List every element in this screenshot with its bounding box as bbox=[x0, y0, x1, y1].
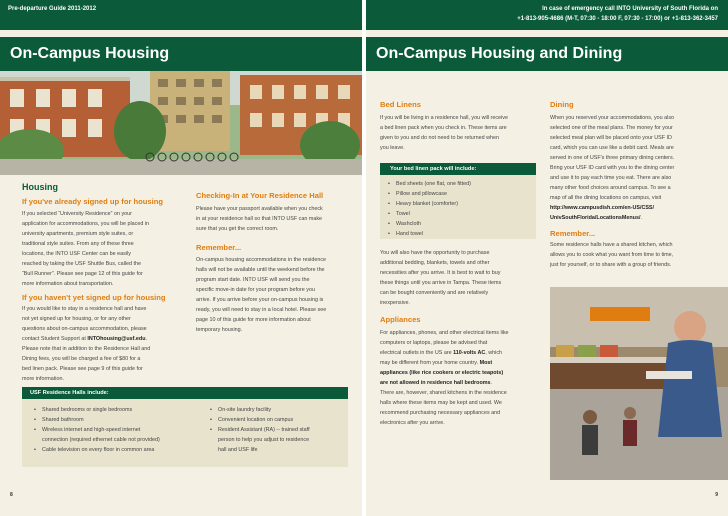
page-title: On-Campus Housing bbox=[10, 45, 170, 62]
housing-panel bbox=[0, 175, 190, 385]
bed-linens-heading: Bed Linens bbox=[380, 100, 421, 109]
text-line: Please have your passport available when you check bbox=[196, 206, 323, 212]
checkin-text bbox=[196, 204, 362, 234]
housing-heading: Housing bbox=[22, 182, 58, 192]
bed-linens-text bbox=[380, 113, 548, 153]
text-line: traditional style suites. From any of these three bbox=[22, 241, 134, 247]
text-line: halls will not be available until the weekend before the bbox=[196, 267, 325, 273]
signed-up-text bbox=[22, 209, 192, 289]
text-line: If you will be living in a residence hall, you will receive bbox=[380, 115, 508, 121]
not-signed-heading: If you haven't yet signed up for housing bbox=[22, 293, 166, 302]
list-item: • Shared bathroom bbox=[26, 415, 202, 425]
may-prefix: may be different from your home country. bbox=[380, 360, 480, 366]
text-line: many other food choices around campus. To see a bbox=[550, 185, 671, 191]
list-item-continued bbox=[202, 445, 348, 455]
list-item: • Resident Assistant (RA) -- trained staff bbox=[202, 425, 348, 435]
text-line: locations, the INTO USF Center can be easily bbox=[22, 251, 131, 257]
text-line: bed linen pack. Please see page 9 of this guide for bbox=[22, 366, 143, 372]
text-line: page 10 of this guide for more information about bbox=[196, 317, 311, 323]
list-item: • Washcloth bbox=[380, 219, 536, 229]
residence-hall-photo bbox=[0, 71, 362, 175]
checkin-heading: Checking-In at Your Residence Hall bbox=[196, 191, 324, 200]
text-line: Dining fees, you will be charged a fee of $80 for a bbox=[22, 356, 141, 362]
list-item-text: hall and USF life bbox=[218, 447, 258, 453]
halls-list-1 bbox=[26, 405, 202, 455]
list-item: • Convenient location on campus bbox=[202, 415, 348, 425]
list-item: • Wireless internet and high-speed internet bbox=[26, 425, 202, 435]
appliances-heading: Appliances bbox=[380, 315, 421, 324]
text-line: in at your residence hall so that INTO USF can make bbox=[196, 216, 323, 222]
text-line: map of all the dining locations on campus, visit bbox=[550, 195, 662, 201]
text-line: You will also have the opportunity to purchase bbox=[380, 250, 490, 256]
text-line: just for yourself, or to share with a group of friends. bbox=[550, 262, 672, 268]
right-header-bar bbox=[366, 0, 728, 30]
text-line: arrive. If you arrive before your on-campus housing is bbox=[196, 297, 324, 303]
dining-url-link[interactable]: http://www.campusdish.com/en-US/CSS/ bbox=[550, 205, 655, 211]
list-item: • Hand towel bbox=[380, 229, 536, 239]
text-line: Please note that in addition to the Residence Hall and bbox=[22, 346, 151, 352]
voltage-prefix: electrical outlets in the US are bbox=[380, 350, 454, 356]
text-line: selected one of the meal plans. The money for your bbox=[550, 125, 673, 131]
period: . bbox=[490, 380, 493, 386]
text-line: and use it to pay each time you eat. There are also bbox=[550, 175, 672, 181]
text-line: a bed linen pack when you check in. These items are bbox=[380, 125, 507, 131]
list-item-continued bbox=[202, 435, 348, 445]
voltage-suffix: , which bbox=[485, 350, 503, 356]
text-line: If you selected “University Residence” on your bbox=[22, 211, 132, 217]
text-line: can be bought conveniently and are relatively bbox=[380, 290, 489, 296]
right-page bbox=[366, 0, 728, 516]
text-line: halls where these items may be kept and used. We bbox=[380, 400, 502, 406]
text-line: specific move-in date for your program before you bbox=[196, 287, 315, 293]
dining-url-1[interactable] bbox=[550, 203, 722, 213]
list-item: • Pillow and pillowcase bbox=[380, 189, 536, 199]
text-line: more information about transportation. bbox=[22, 281, 114, 287]
left-title-bar bbox=[0, 37, 362, 71]
list-item: • Towel bbox=[380, 209, 536, 219]
left-header-bar bbox=[0, 0, 362, 30]
list-item-text: connection (required ethernet cable not provided) bbox=[42, 437, 160, 443]
text-line: temporary housing. bbox=[196, 327, 243, 333]
list-item: • On-site laundry facility bbox=[202, 405, 348, 415]
list-item: • Bed sheets (one flat, one fitted) bbox=[380, 179, 536, 189]
left-page bbox=[0, 0, 362, 516]
text-line: additional bedding, blankets, towels and other bbox=[380, 260, 490, 266]
text-line: Some residence halls have a shared kitchen, which bbox=[550, 242, 673, 248]
emergency-line-1: In case of emergency call INTO University of South Florida on bbox=[542, 6, 718, 12]
text-line: application for accommodations, you will be placed in bbox=[22, 221, 150, 227]
residence-halls-heading: USF Residence Halls include: bbox=[22, 387, 348, 399]
text-line: On-campus housing accommodations in the residence bbox=[196, 257, 327, 263]
text-line: these things until you arrive in Tampa. These items bbox=[380, 280, 502, 286]
residence-halls-box bbox=[22, 387, 348, 467]
text-line: ready, you will need to stay in a local hotel. Please see bbox=[196, 307, 327, 313]
not-signed-text bbox=[22, 304, 192, 384]
dining-section bbox=[550, 100, 722, 270]
text-line: For appliances, phones, and other electrical items like bbox=[380, 330, 509, 336]
text-line: questions about on-campus accommodation, please bbox=[22, 326, 147, 332]
emergency-line-2: +1-813-905-4686 (M-T, 07:30 - 18:00 F, 07:30 - 17:00) or +1-813-362-3457 bbox=[517, 16, 718, 22]
voltage-value: 110-volts AC bbox=[453, 350, 486, 356]
guide-header: Pre-departure Guide 2011-2012 bbox=[8, 6, 97, 12]
text-line: given to you and do not need to be returned when bbox=[380, 135, 499, 141]
list-item-continued bbox=[26, 435, 202, 445]
bed-linens-after bbox=[380, 248, 548, 308]
text-line: inexpensive. bbox=[380, 300, 410, 306]
text-line: not yet signed up for housing, or for any other bbox=[22, 316, 131, 322]
dining-heading: Dining bbox=[550, 100, 574, 109]
text-line: more information. bbox=[22, 376, 64, 382]
dining-remember-heading: Remember... bbox=[550, 229, 596, 238]
text-line: recommend purchasing necessary appliances and bbox=[380, 410, 501, 416]
contact-suffix: . bbox=[145, 336, 148, 342]
list-item: • Shared bedrooms or single bedrooms bbox=[26, 405, 202, 415]
most-bold: Most bbox=[479, 360, 493, 366]
bold-line-2 bbox=[380, 378, 550, 388]
contact-prefix: contact Student Support at bbox=[22, 336, 88, 342]
page-number: 9 bbox=[715, 492, 718, 498]
bold-text: appliances (like rice cookers or electric teapots) bbox=[380, 370, 504, 376]
text-line: served in one of USF's three primary dining centers. bbox=[550, 155, 675, 161]
home-country-line bbox=[380, 358, 550, 368]
dining-url-2[interactable] bbox=[550, 213, 722, 223]
halls-list-2 bbox=[202, 405, 348, 455]
signed-up-heading: If you've already signed up for housing bbox=[22, 197, 164, 206]
text-line: sure that you get the correct room. bbox=[196, 226, 279, 232]
contact-line bbox=[22, 334, 192, 344]
dining-hall-photo bbox=[550, 287, 728, 480]
text-line: necessities after you arrive. It is best to wait to buy bbox=[380, 270, 501, 276]
text-line: selected meal plan will be placed onto your USF ID bbox=[550, 135, 672, 141]
text-line: you leave. bbox=[380, 145, 405, 151]
text-line: Bring your USF ID card with you to the dining center bbox=[550, 165, 675, 171]
text-line: “Bull Runner”. Please see page 12 of this guide for bbox=[22, 271, 143, 277]
list-item: • Heavy blanket (comforter) bbox=[380, 199, 536, 209]
text-line: allows you to cook what you want from time to time, bbox=[550, 252, 674, 258]
list-item: • Cable television on every floor in common area bbox=[26, 445, 202, 455]
page-title: On-Campus Housing and Dining bbox=[376, 45, 623, 62]
dining-url-link[interactable]: UnivSouthFlorida/LocationsMenus/ bbox=[550, 215, 641, 221]
period: . bbox=[640, 215, 642, 221]
text-line: card, which you can use like a debit card. Meals are bbox=[550, 145, 674, 151]
text-line: reached by taking the USF Shuttle Bus, called the bbox=[22, 261, 141, 267]
linen-pack-box bbox=[380, 163, 536, 239]
bold-text: are not allowed in residence hall bedrooms bbox=[380, 380, 491, 386]
voltage-line bbox=[380, 348, 550, 358]
text-line: There are, however, shared kitchens in the residence bbox=[380, 390, 507, 396]
remember-text bbox=[196, 255, 362, 335]
text-line: program start date. INTO USF will send you the bbox=[196, 277, 310, 283]
housing-email-link[interactable]: INTOhousing@usf.edu bbox=[87, 336, 146, 342]
appliances-section bbox=[380, 315, 550, 428]
text-line: electronics after you arrive. bbox=[380, 420, 445, 426]
checkin-panel bbox=[190, 175, 362, 385]
text-line: university apartments, premium style suites, or bbox=[22, 231, 134, 237]
remember-heading: Remember... bbox=[196, 243, 242, 252]
bed-linens-section bbox=[380, 100, 548, 153]
text-line: When you reserved your accommodations, you also bbox=[550, 115, 675, 121]
text-line: If you would like to stay in a residence hall and have bbox=[22, 306, 147, 312]
right-title-bar bbox=[366, 37, 728, 71]
linen-pack-list bbox=[380, 179, 536, 239]
list-item-text: person to help you adjust to residence bbox=[218, 437, 310, 443]
bold-line-1 bbox=[380, 368, 550, 378]
text-line: computers or laptops, please be advised that bbox=[380, 340, 488, 346]
page-number: 8 bbox=[10, 492, 13, 498]
linen-pack-heading: Your bed linen pack will include: bbox=[380, 163, 536, 175]
